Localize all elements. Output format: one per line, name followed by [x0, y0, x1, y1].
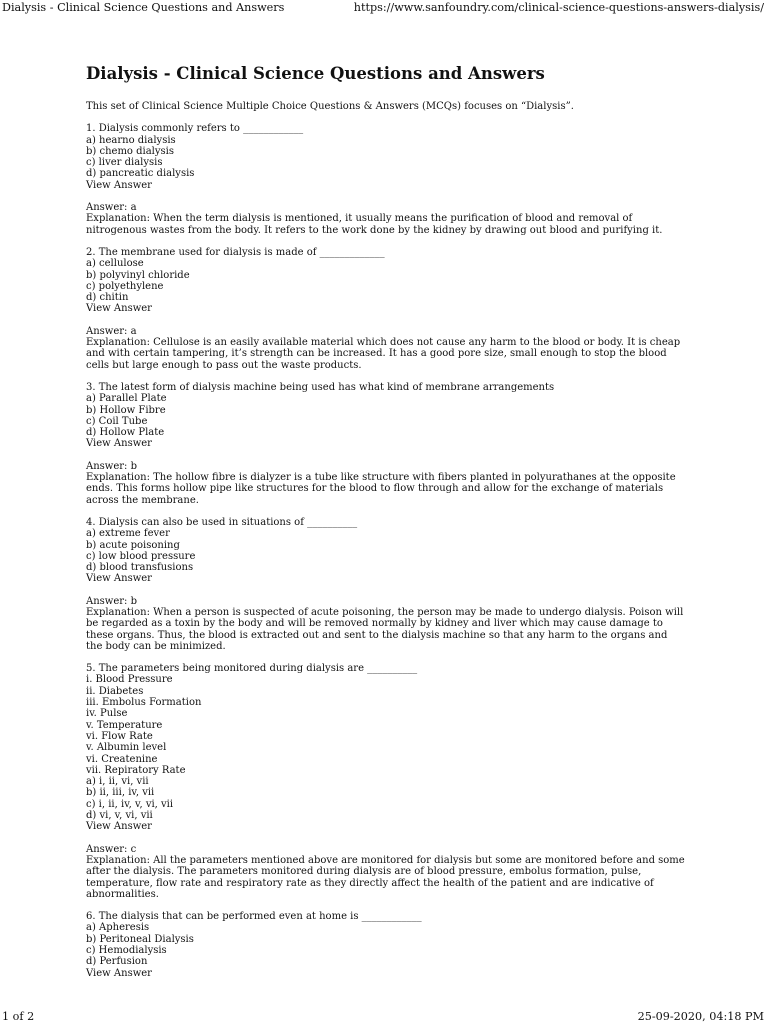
answer-option: b) Hollow Fibre — [86, 404, 166, 416]
answer-block — [86, 461, 686, 506]
answer-explanation: Explanation: Cellulose is an easily available material which does not cause any harm to the blood or body. It is cheap and with certain tampering, it’s strength can be increased. It has a good pore size, small enough to stop the blood cells but large enough to pass out the waste products. — [86, 337, 681, 371]
answer-option: iii. Embolus Formation — [86, 697, 202, 709]
answer-option: vii. Repiratory Rate — [86, 764, 186, 776]
page-number: 1 of 2 — [2, 1010, 35, 1023]
answer-option: a) Parallel Plate — [86, 393, 167, 405]
print-header-url: https://www.sanfoundry.com/clinical-science-questions-answers-dialysis/ — [353, 1, 764, 14]
question-block — [86, 123, 686, 236]
intro-text: This set of Clinical Science Multiple Choice Questions & Answers (MCQs) focuses on “Dialysis”. — [86, 101, 574, 112]
answer-option: c) polyethylene — [86, 280, 164, 292]
view-answer-link[interactable]: View Answer — [86, 821, 152, 833]
answer-option: vi. Flow Rate — [86, 730, 153, 742]
answer-option: a) extreme fever — [86, 528, 170, 540]
answer-block — [86, 326, 686, 371]
question-block — [86, 382, 686, 506]
question-text: 3. The latest form of dialysis machine being used has what kind of membrane arrangements — [86, 381, 555, 393]
answer-block — [86, 202, 686, 236]
question-text: 6. The dialysis that can be performed even at home is ____________ — [86, 911, 422, 923]
answer-key: Answer: b — [86, 460, 138, 472]
answer-option: b) Peritoneal Dialysis — [86, 933, 194, 945]
answer-option: vi. Createnine — [86, 753, 158, 765]
view-answer-link[interactable]: View Answer — [86, 179, 152, 191]
answer-option: b) acute poisoning — [86, 539, 180, 551]
answer-option: c) low blood pressure — [86, 550, 196, 562]
answer-option: a) hearno dialysis — [86, 134, 176, 146]
answer-block — [86, 596, 686, 652]
answer-option: b) chemo dialysis — [86, 145, 174, 157]
answer-option: d) pancreatic dialysis — [86, 168, 195, 180]
question-list — [86, 123, 686, 979]
answer-key: Answer: a — [86, 325, 137, 337]
question-text: 1. Dialysis commonly refers to ____________ — [86, 123, 304, 135]
answer-option: v. Albumin level — [86, 742, 167, 754]
answer-explanation: Explanation: When a person is suspected of acute poisoning, the person may be made to undergo dialysis. Poison will be regarded as a toxin by the body and will be removed normally by kidney and liver which may cause damage to these organs. Thus, the blood is extracted out and sent to the dialysis machine so that any harm to the organs and the body can be minimized. — [86, 606, 684, 652]
question-text: 4. Dialysis can also be used in situations of __________ — [86, 516, 358, 528]
view-answer-link[interactable]: View Answer — [86, 438, 152, 450]
page-title: Dialysis - Clinical Science Questions and Answers — [86, 64, 545, 83]
answer-option: d) vi, v, vi, vii — [86, 810, 153, 822]
view-answer-link[interactable]: View Answer — [86, 303, 152, 315]
answer-option: d) Hollow Plate — [86, 427, 165, 439]
print-header-title: Dialysis - Clinical Science Questions and Answers — [2, 1, 285, 14]
question-block — [86, 663, 686, 900]
view-answer-link[interactable]: View Answer — [86, 967, 152, 979]
question-text: 5. The parameters being monitored during dialysis are __________ — [86, 663, 418, 675]
answer-option: ii. Diabetes — [86, 685, 144, 697]
answer-option: c) liver dialysis — [86, 157, 163, 169]
answer-option: b) ii, iii, iv, vii — [86, 787, 155, 799]
answer-option: d) Perfusion — [86, 956, 148, 968]
answer-option: iv. Pulse — [86, 708, 128, 720]
answer-option: b) polyvinyl chloride — [86, 269, 190, 281]
answer-option: a) Apheresis — [86, 922, 150, 934]
answer-option: c) Hemodialysis — [86, 945, 167, 956]
answer-option: v. Temperature — [86, 719, 163, 731]
answer-key: Answer: a — [86, 202, 137, 214]
question-text: 2. The membrane used for dialysis is made of _____________ — [86, 246, 385, 258]
answer-key: Answer: b — [86, 595, 138, 607]
question-block — [86, 517, 686, 652]
answer-explanation: Explanation: The hollow fibre is dialyzer is a tube like structure with fibers planted in polyurathanes at the opposite ends. This forms hollow pipe like structures for the blood to flow through and allow for the exchange of materials across the membrane. — [86, 472, 676, 506]
question-block — [86, 247, 686, 371]
print-datetime: 25-09-2020, 04:18 PM — [637, 1010, 764, 1023]
answer-option: c) Coil Tube — [86, 415, 148, 427]
answer-option: c) i, ii, iv, v, vi, vii — [86, 798, 174, 810]
article — [86, 64, 686, 979]
view-answer-link[interactable]: View Answer — [86, 573, 152, 585]
answer-option: a) cellulose — [86, 258, 144, 270]
question-block — [86, 911, 686, 979]
answer-option: a) i, ii, vi, vii — [86, 776, 149, 788]
answer-explanation: Explanation: All the parameters mentioned above are monitored for dialysis but some are monitored before and some after the dialysis. The parameters monitored during dialysis are of blood pressure, embolus formation, pulse, temperature, flow rate and respiratory rate as they directly affect the health of the patient and are indicative of abnormalities. — [86, 854, 685, 900]
answer-option: i. Blood Pressure — [86, 674, 173, 686]
answer-option: d) chitin — [86, 292, 129, 304]
answer-explanation: Explanation: When the term dialysis is mentioned, it usually means the purification of blood and removal of nitrogenous wastes from the body. It refers to the work done by the kidney by drawing out blood and purifying it. — [86, 213, 663, 236]
answer-option: d) blood transfusions — [86, 562, 194, 574]
answer-key: Answer: c — [86, 843, 137, 855]
answer-block — [86, 844, 686, 900]
